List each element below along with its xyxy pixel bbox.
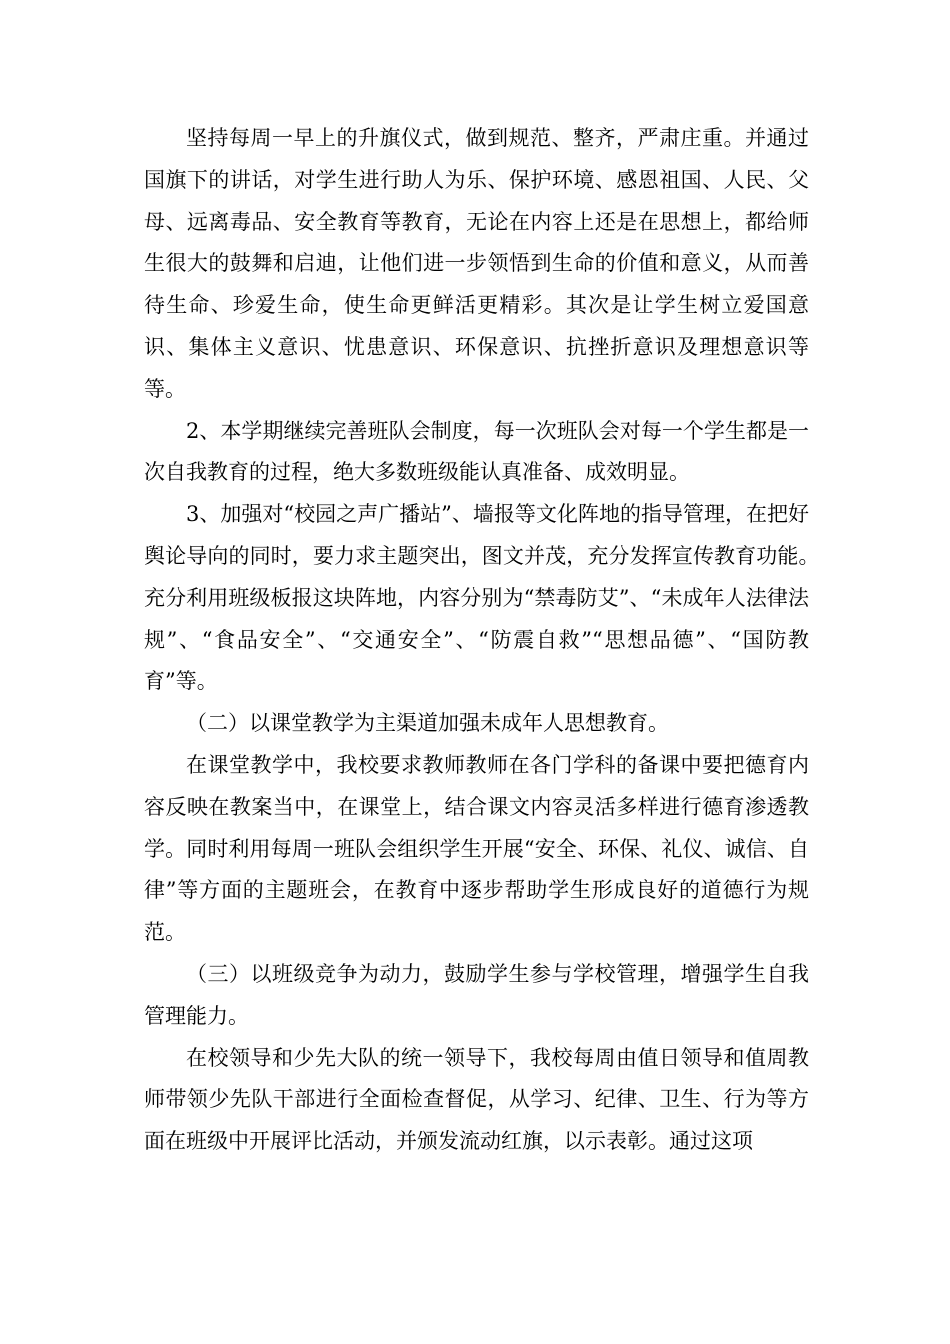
paragraph-classroom-teaching: 在课堂教学中，我校要求教师教师在各门学科的备课中要把德育内容反映在教案当中，在课堂上，结合课文内容灵活多样进行德育渗透教学。同时利用每周一班队会组织学生开展“安全、环保、礼仪、诚信、自律”等方面的主题班会，在教育中逐步帮助学生形成良好的道德行为规范。 xyxy=(144,752,809,945)
paragraph-class-meeting: 2、本学期继续完善班队会制度，每一次班队会对每一个学生都是一次自我教育的过程，绝大多数班级能认真准备、成效明显。 xyxy=(144,418,809,485)
paragraph-culture-front: 3、加强对“校园之声广播站”、墙报等文化阵地的指导管理，在把好舆论导向的同时，要力求主题突出，图文并茂，充分发挥宣传教育功能。 充分利用班级板报这块阵地，内容分别为“禁毒防艾”、“未成年人法律法规”、“食品安全”、“交通安全”、“防震自救”“思想品德”、“国防教育”等。 xyxy=(144,502,830,694)
section-heading-classroom: （二）以课堂教学为主渠道加强未成年人思想教育。 xyxy=(186,711,669,736)
paragraph-inspection: 在校领导和少先大队的统一领导下，我校每周由值日领导和值周教师带领少先队干部进行全面检查督促，从学习、纪律、卫生、行为等方面在班级中开展评比活动，并颁发流动红旗，以示表彰。通过这项 xyxy=(144,1045,809,1154)
paragraph-flag-ceremony: 坚持每周一早上的升旗仪式，做到规范、整齐，严肃庄重。并通过国旗下的讲话，对学生进行助人为乐、保护环境、感恩祖国、人民、父母、远离毒品、安全教育等教育，无论在内容上还是在思想上，都给师生很大的鼓舞和启迪，让他们进一步领悟到生命的价值和意义，从而善待生命、珍爱生命，使生命更鲜活更精彩。其次是让学生树立爱国意识、集体主义意识、忧患意识、环保意识、抗挫折意识及理想意识等等。 xyxy=(144,126,809,401)
section-heading-competition: （三）以班级竞争为动力，鼓励学生参与学校管理，增强学生自我管理能力。 xyxy=(144,961,809,1028)
document-body xyxy=(144,118,830,1163)
